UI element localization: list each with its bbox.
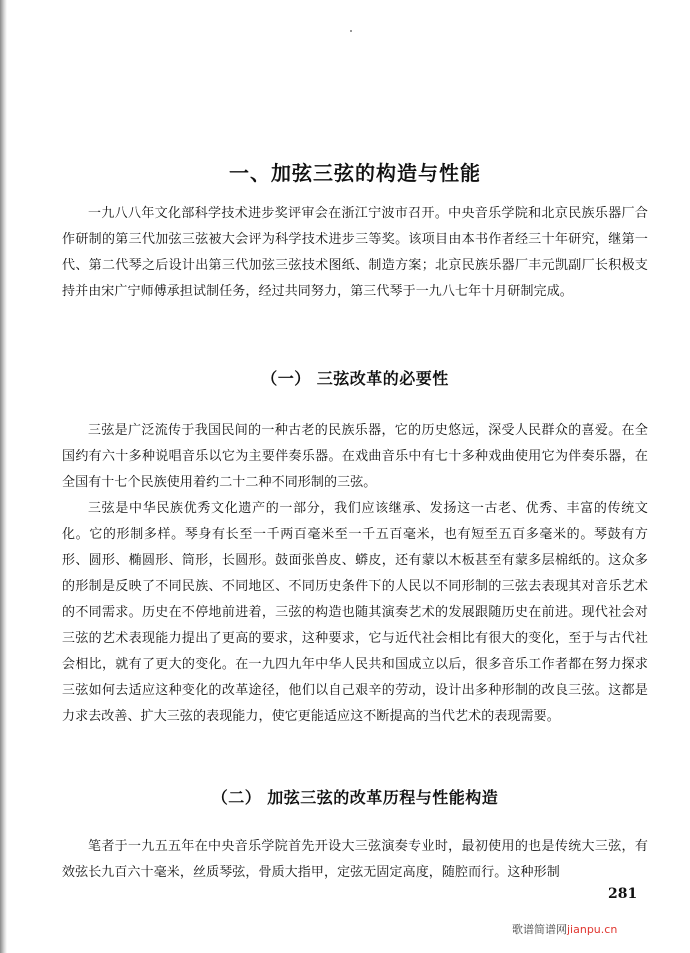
- watermark: [512, 922, 617, 938]
- book-spine-shadow: [0, 0, 7, 953]
- section-2-title: （二） 加弦三弦的改革历程与性能构造: [211, 788, 499, 807]
- document-page: [62, 0, 648, 953]
- section-1-title: （一） 三弦改革的必要性: [261, 369, 449, 388]
- section-2-paragraph-1: 笔者于一九五五年在中央音乐学院首先开设大三弦演奏专业时，最初使用的也是传统大三弦，有效弦长九百六十毫米，丝质琴弦，骨质大指甲，定弦无固定高度，随腔而行。这种形制: [62, 839, 648, 880]
- section-1-paragraph-2: 三弦是中华民族优秀文化遗产的一部分，我们应该继承、发扬这一古老、优秀、丰富的传统文化。它的形制多样。琴身有长至一千两百毫米至一千五百毫米，也有短至五百多毫米的。琴鼓有方形、圆形、椭圆形、筒形，长圆形。鼓面张兽皮、蟒皮，还有蒙以木板甚至有蒙多层棉纸的。这众多的形制是反映了不同民族、不同地区、不同历史条件下的人民以不同形制的三弦去表现其对音乐艺术的不同需求。历史在不停地前进着，三弦的构造也随其演奏艺术的发展跟随历史在前进。现代社会对三弦的艺术表现能力提出了更高的要求，这种要求，它与近代社会相比有很大的变化，至于与古代社会相比，就有了更大的变化。在一九四九年中华人民共和国成立以后，很多音乐工作者都在努力探求三弦如何去适应这种变化的改革途径，他们以自己艰辛的劳动，设计出多种形制的改良三弦。这都是力求去改善、扩大三弦的表现能力，使它更能适应这不断提高的当代艺术的表现需要。: [62, 501, 648, 724]
- watermark-text: 歌谱简谱网: [512, 923, 567, 936]
- intro-paragraph-1: 一九八八年文化部科学技术进步奖评审会在浙江宁波市召开。中央音乐学院和北京民族乐器厂合作研制的第三代加弦三弦被大会评为科学技术进步三等奖。该项目由本书作者经三十年研究，继第一代、第二代琴之后设计出第三代加弦三弦技术图纸、制造方案；北京民族乐器厂丰元凯副厂长积极支持并由宋广宁师傅承担试制任务，经过共同努力，第三代琴于一九八七年十月研制完成。: [62, 206, 648, 299]
- chapter-title: 一、加弦三弦的构造与性能: [229, 161, 481, 185]
- page-number: 281: [608, 886, 638, 902]
- watermark-site: jianpu.cn: [567, 923, 618, 936]
- section-2-text: [62, 834, 648, 886]
- intro-text: [62, 201, 648, 305]
- section-1-paragraph-1: 三弦是广泛流传于我国民间的一种古老的民族乐器，它的历史悠远，深受人民群众的喜爱。在全国约有六十多种说唱音乐以它为主要伴奏乐器。在戏曲音乐中有七十多种戏曲使用它为伴奏乐器，在全国有十七个民族使用着约二十二种不同形制的三弦。: [62, 423, 648, 490]
- section-1-text: [62, 418, 648, 730]
